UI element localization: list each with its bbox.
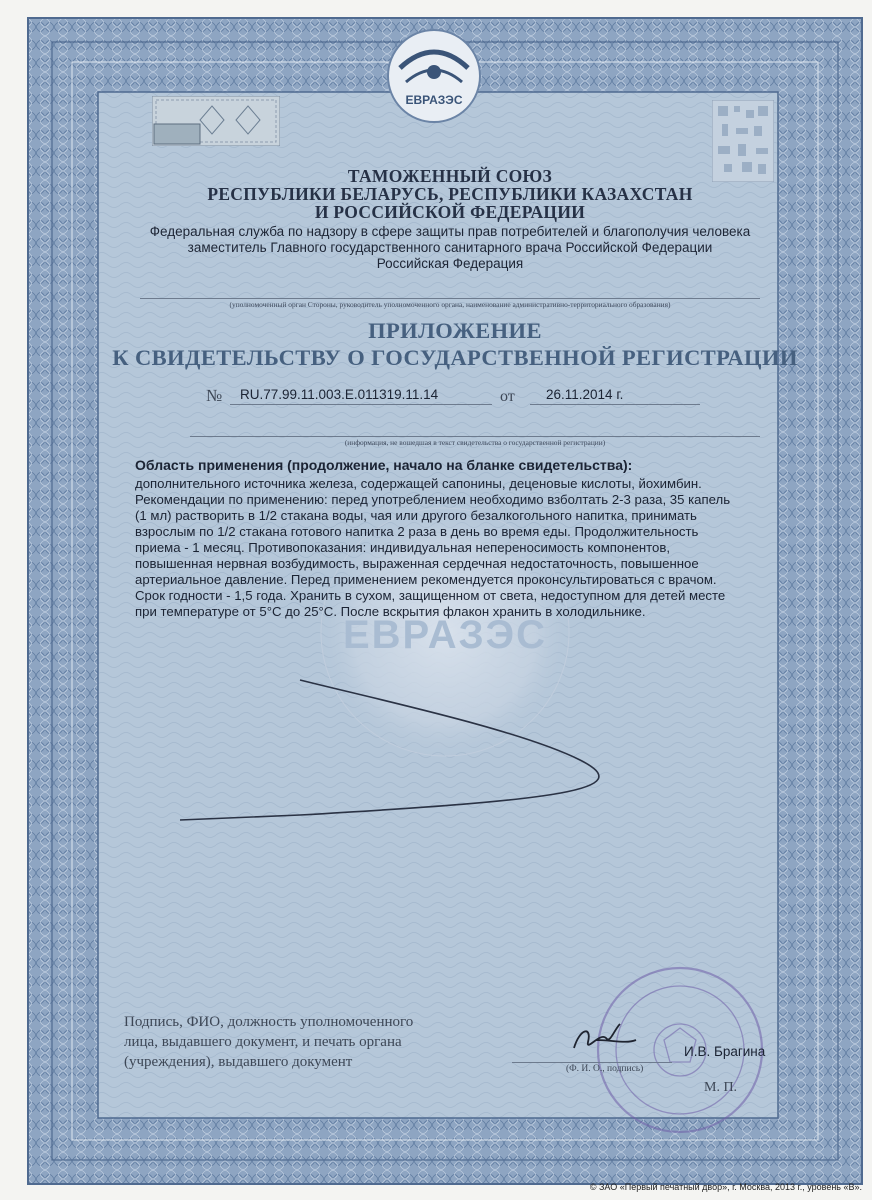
signature-rule: [512, 1062, 672, 1063]
content-line-1: дополнительного источника железа, содержащей сапонины, деценовые кислоты, йохимбин.: [135, 476, 702, 491]
hologram-sticker: [152, 96, 280, 146]
signature-instructions-line-3: (учреждения), выдавшего документ: [124, 1054, 353, 1070]
number-rule: [230, 404, 492, 405]
seal-label: М. П.: [704, 1080, 738, 1095]
watermark-text: ЕВРАЗЭС: [342, 613, 548, 657]
authority-line-1: Федеральная служба по надзору в сфере защиты прав потребителей и благополучия человека: [149, 224, 751, 239]
number-label: №: [206, 386, 223, 405]
authority-line-2: заместитель Главного государственного санитарного врача Российской Федерации: [187, 240, 713, 255]
registration-number: RU.77.99.11.003.Е.011319.11.14: [240, 387, 439, 402]
union-line-1: ТАМОЖЕННЫЙ СОЮЗ: [347, 166, 553, 186]
authority-caption: (уполномоченный орган Стороны, руководитель уполномоченного органа, наименование административно-территориального образования): [229, 300, 671, 309]
svg-text:ЕВРАЗЭС: ЕВРАЗЭС: [405, 93, 463, 107]
document-subtitle: К СВИДЕТЕЛЬСТВУ О ГОСУДАРСТВЕННОЙ РЕГИСТРАЦИИ: [112, 345, 798, 370]
date-label: от: [500, 388, 515, 405]
footer-imprint: © ЗАО «Первый печатный двор», г. Москва, 2013 г., уровень «В».: [589, 1182, 862, 1192]
union-line-2: РЕСПУБЛИКИ БЕЛАРУСЬ, РЕСПУБЛИКИ КАЗАХСТАН: [207, 184, 693, 204]
content-line-6: повышенная нервная возбудимость, выраженная сердечная недостаточность, повышенное: [135, 556, 699, 571]
registration-date: 26.11.2014 г.: [546, 387, 624, 402]
union-line-3: И РОССИЙСКОЙ ФЕДЕРАЦИИ: [314, 202, 586, 222]
signer-name: И.В. Брагина: [684, 1044, 766, 1059]
document-title: ПРИЛОЖЕНИЕ: [368, 318, 542, 343]
evrazes-logo: [386, 28, 482, 124]
date-rule: [530, 404, 700, 405]
info-rule: [190, 436, 760, 437]
fio-caption: (Ф. И. О., подпись): [566, 1064, 644, 1074]
info-caption: (информация, не вошедшая в текст свидетельства о государственной регистрации): [344, 438, 606, 447]
content-line-9: при температуре от 5°С до 25°С. После вскрытия флакон хранить в холодильнике.: [135, 604, 646, 619]
content-line-2: Рекомендации по применению: перед употреблением необходимо взболтать 2-3 раза, 35 капель: [135, 492, 731, 507]
content-line-4: взрослым по 1/2 стакана готового напитка 2 раза в день во время еды. Продолжительность: [135, 524, 699, 539]
signature-instructions-line-1: Подпись, ФИО, должность уполномоченного: [124, 1014, 414, 1030]
handwritten-signature: [566, 1018, 646, 1058]
authority-rule: [140, 298, 760, 299]
content-line-7: артериальное давление. Перед применением рекомендуется проконсультироваться с врачом.: [135, 572, 717, 587]
content-line-3: (1 мл) растворить в 1/2 стакана воды, чая или другого безалкогольного напитка, принимать: [135, 508, 697, 523]
signature-instructions: [124, 1012, 490, 1072]
signature-instructions-line-2: лица, выдавшего документ, и печать органа: [124, 1034, 402, 1050]
content-line-5: приема - 1 месяц. Противопоказания: индивидуальная непереносимость компонентов,: [135, 540, 671, 555]
authority-line-3: Российская Федерация: [376, 256, 524, 271]
content-heading: Область применения (продолжение, начало на бланке свидетельства):: [135, 457, 633, 473]
content-line-8: Срок годности - 1,5 года. Хранить в сухом, защищенном от света, недоступном для детей месте: [135, 588, 726, 603]
